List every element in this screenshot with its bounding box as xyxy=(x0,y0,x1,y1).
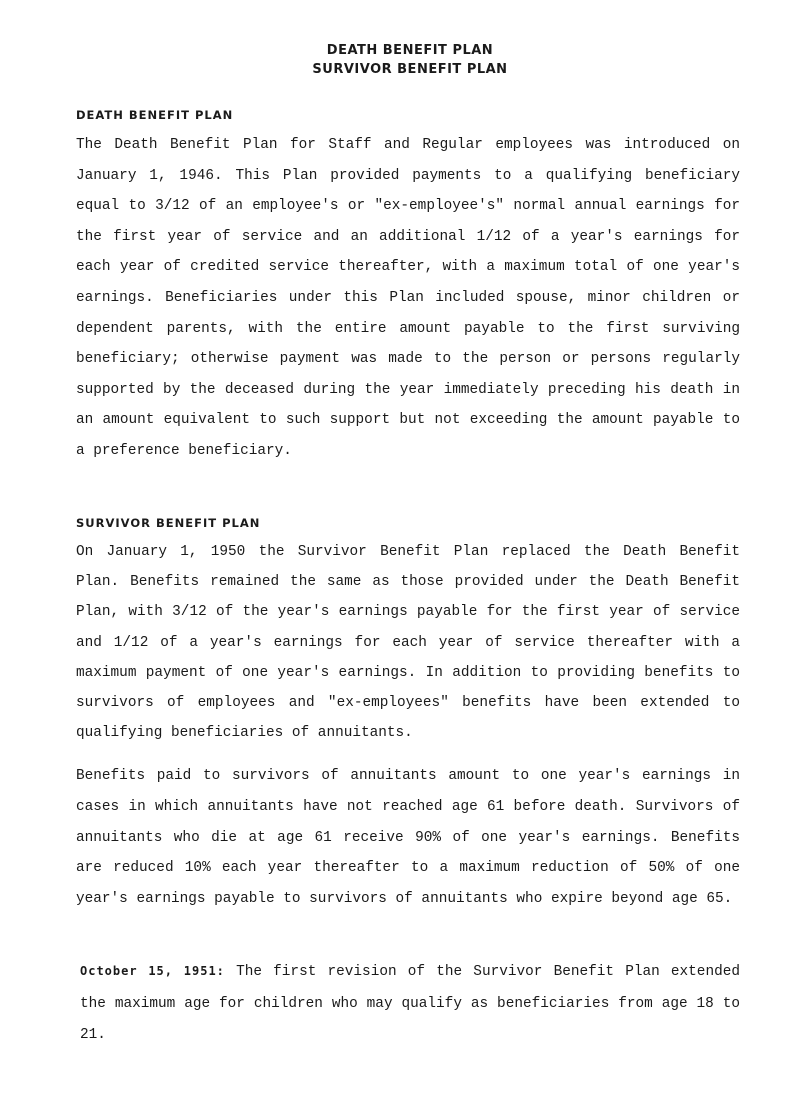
death-benefit-heading: DEATH BENEFIT PLAN xyxy=(76,108,234,122)
revision-paragraph xyxy=(80,956,740,1052)
death-benefit-paragraph: The Death Benefit Plan for Staff and Regular employees was introduced on January 1, 1946. This Plan provided payments to a qualifying beneficiary equal to 3/12 of an employee's or "ex-employee's" normal annual earnings for the first year of service and an additional 1/12 of a year's earnings for each year of credited service thereafter, with a maximum total of one year's earnings. Beneficiaries under this Plan included spouse, minor children or dependent parents, with the entire amount payable to the first surviving beneficiary; otherwise payment was made to the person or persons regularly supported by the deceased during the year immediately preceding his death in an amount equivalent to such support but not exceeding the amount payable to a preference beneficiary. xyxy=(76,137,740,459)
document-title-line-2: SURVIVOR BENEFIT PLAN xyxy=(312,62,508,77)
document-title-line-1: DEATH BENEFIT PLAN xyxy=(326,43,494,58)
survivor-benefit-paragraph-1: On January 1, 1950 the Survivor Benefit Plan replaced the Death Benefit Plan. Benefits remained the same as those provided under the Death Benefit Plan, with 3/12 of the year's earnings payable for the first year of service and 1/12 of a year's earnings for each year of service thereafter with a maximum payment of one year's earnings. In addition to providing benefits to survivors of employees and "ex-employees" benefits have been extended to qualifying beneficiaries of annuitants. xyxy=(76,544,740,742)
revision-text: The first revision of the Survivor Benefit Plan extended the maximum age for children who may qualify as beneficiaries from age 18 to 21. xyxy=(80,964,740,1043)
survivor-benefit-heading: SURVIVOR BENEFIT PLAN xyxy=(76,516,261,530)
survivor-benefit-paragraph-2: Benefits paid to survivors of annuitants amount to one year's earnings in cases in which annuitants have not reached age 61 before death. Survivors of annuitants who die at age 61 receive 90% of one year's earnings. Benefits are reduced 10% each year thereafter to a maximum reduction of 50% of one year's earnings payable to survivors of annuitants who expire beyond age 65. xyxy=(76,768,740,908)
revision-date: October 15, 1951: xyxy=(80,964,225,978)
